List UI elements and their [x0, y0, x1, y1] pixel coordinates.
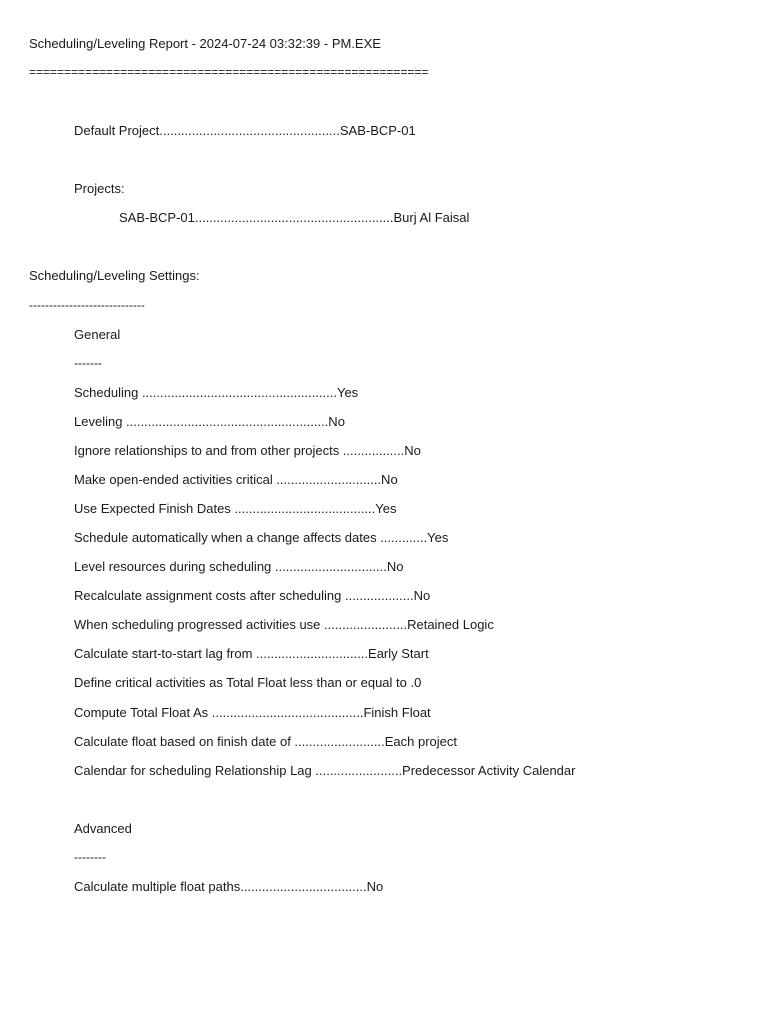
setting-progressed-activities: When scheduling progressed activities use .......................Retained Logic: [74, 617, 494, 632]
setting-float-finish-date: Calculate float based on finish date of .........................Each project: [74, 734, 457, 749]
settings-heading: Scheduling/Leveling Settings:: [29, 268, 200, 283]
setting-level-resources: Level resources during scheduling ...............................No: [74, 559, 404, 574]
setting-scheduling: Scheduling ......................................................Yes: [74, 385, 359, 400]
advanced-heading: Advanced: [74, 821, 132, 836]
report-title: Scheduling/Leveling Report - 2024-07-24 03:32:39 - PM.EXE: [29, 36, 381, 51]
setting-multiple-float-paths: Calculate multiple float paths...................................No: [74, 879, 384, 894]
setting-schedule-automatically: Schedule automatically when a change affects dates .............Yes: [74, 530, 449, 545]
setting-relationship-lag-calendar: Calendar for scheduling Relationship Lag ........................Predecessor Activity Calendar: [74, 763, 576, 778]
default-project-line: Default Project..................................................SAB-BCP-01: [74, 123, 416, 138]
general-rule: -------: [74, 356, 102, 370]
setting-critical-activities: Define critical activities as Total Float less than or equal to .0: [74, 675, 422, 690]
setting-recalculate-costs: Recalculate assignment costs after scheduling ...................No: [74, 588, 431, 603]
advanced-rule: --------: [74, 850, 106, 864]
setting-ignore-relationships: Ignore relationships to and from other projects .................No: [74, 443, 421, 458]
projects-heading: Projects:: [74, 181, 125, 196]
setting-start-to-start-lag: Calculate start-to-start lag from ...............................Early Start: [74, 646, 429, 661]
setting-leveling: Leveling ........................................................No: [74, 414, 345, 429]
setting-total-float: Compute Total Float As ..........................................Finish Float: [74, 705, 431, 720]
general-heading: General: [74, 327, 121, 342]
setting-open-ended-critical: Make open-ended activities critical .............................No: [74, 472, 398, 487]
settings-rule: -----------------------------: [29, 298, 145, 312]
setting-expected-finish: Use Expected Finish Dates .......................................Yes: [74, 501, 397, 516]
project-line: SAB-BCP-01.......................................................Burj Al Faisal: [119, 210, 470, 225]
title-rule: =========================================================: [29, 65, 429, 79]
